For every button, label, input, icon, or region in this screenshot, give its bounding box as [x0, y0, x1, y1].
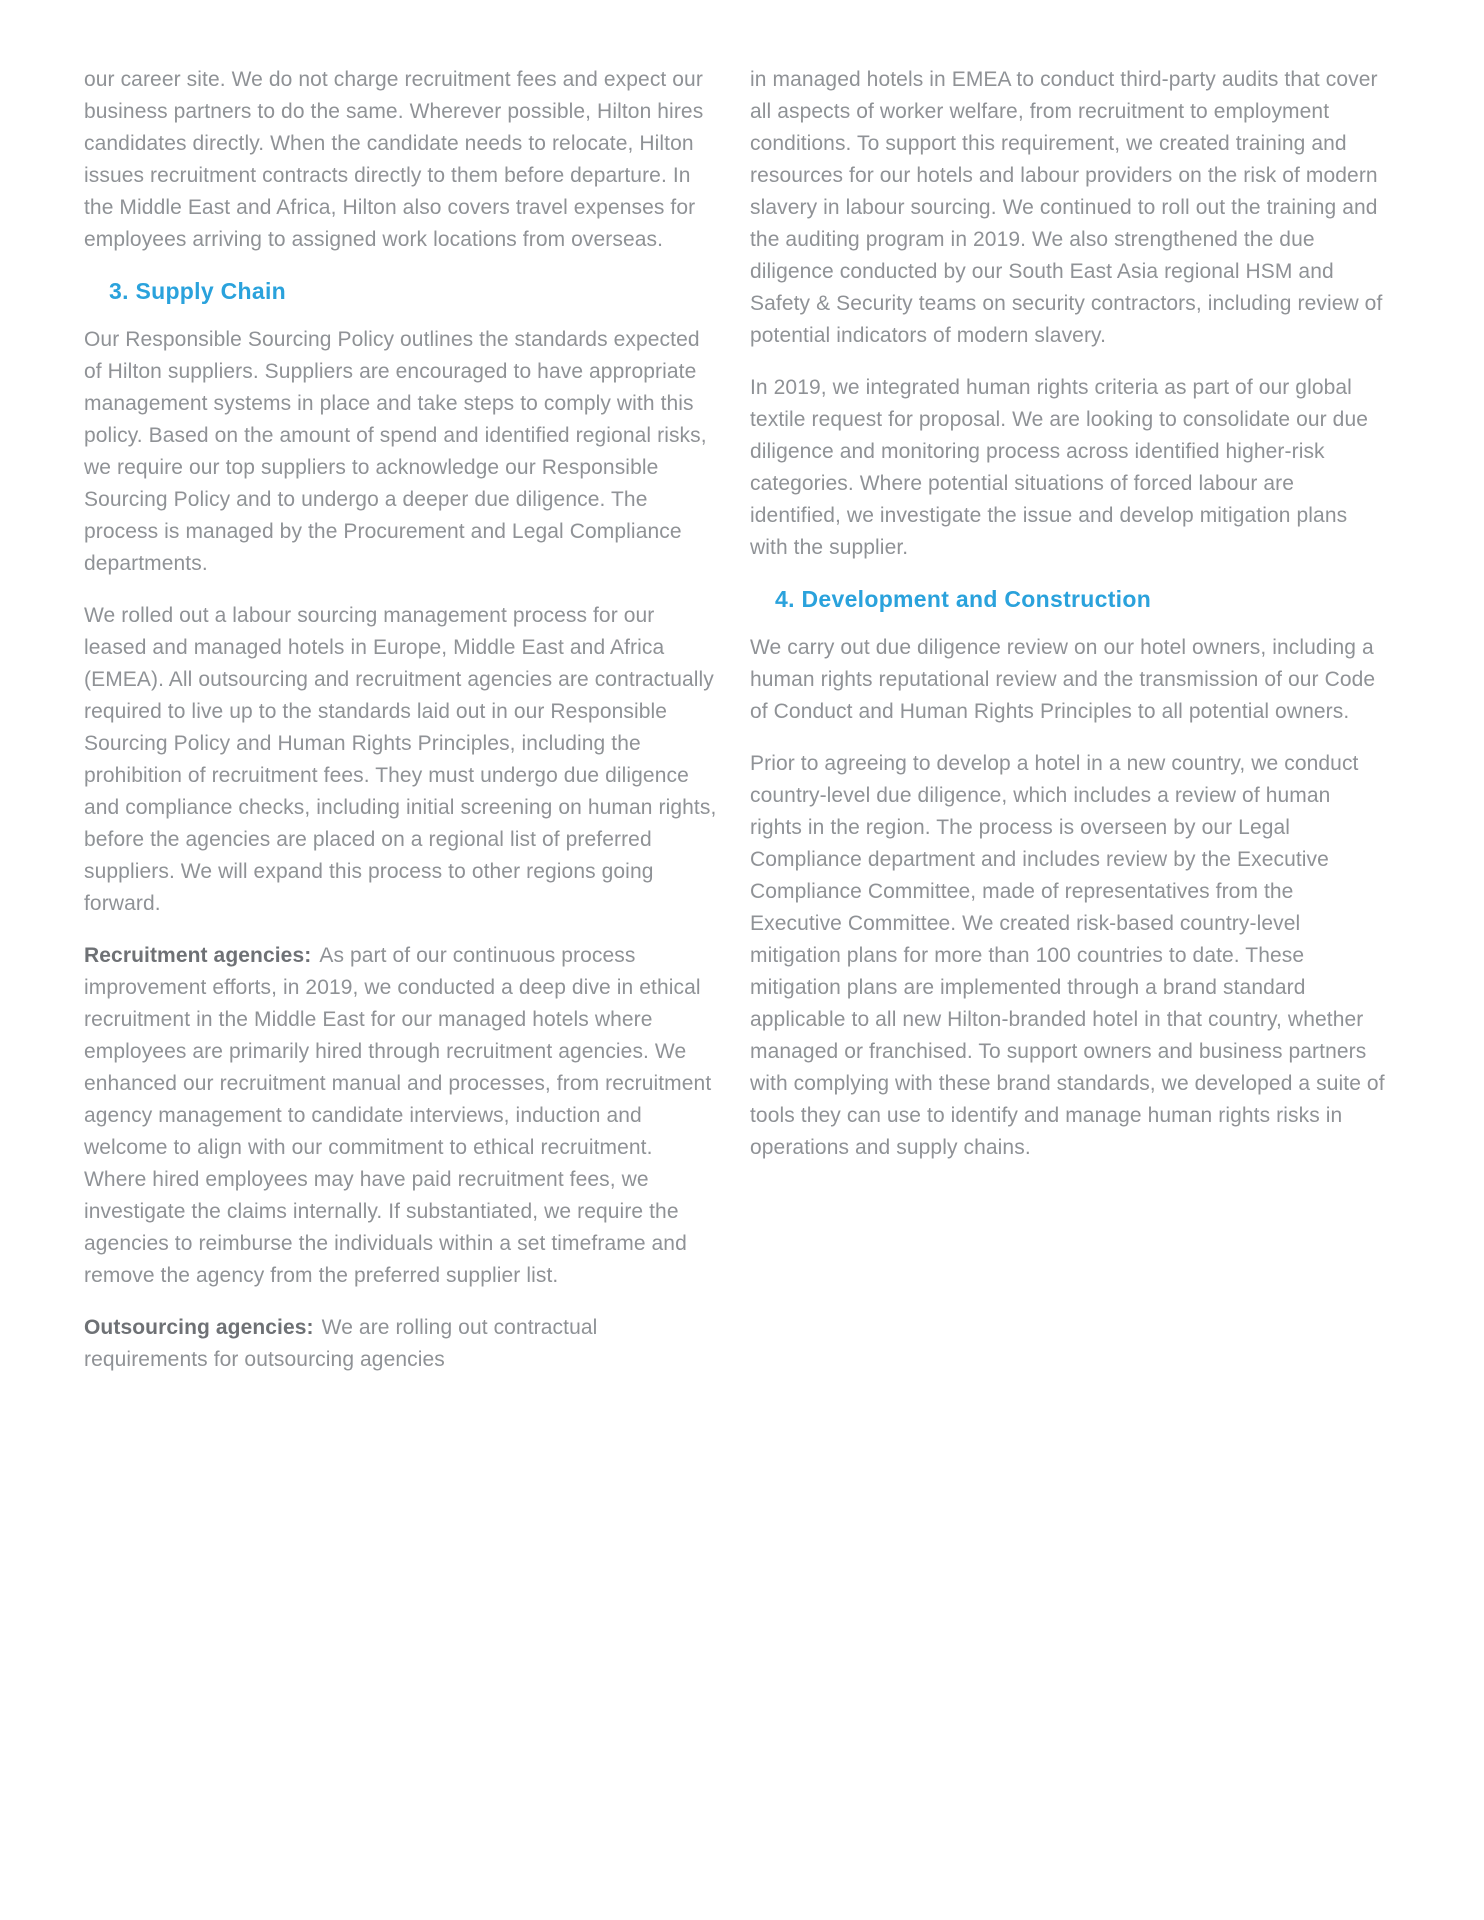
owner-due-diligence-paragraph: We carry out due diligence review on our hotel owners, including a human rights reputational review and the transmission of our Code of Conduct and Human Rights Principles to all potential owners. [750, 636, 1376, 723]
responsible-sourcing-policy-paragraph: Our Responsible Sourcing Policy outlines the standards expected of Hilton suppliers. Suppliers are encouraged to have appropriate management systems in place and take steps to comply with this policy. Based on the amount of spend and identified regional risks, we require our top suppliers to acknowledge our Responsible Sourcing Policy and to undergo a deeper due diligence. The process is managed by the Procurement and Legal Compliance departments. [84, 328, 707, 575]
outsourcing-agencies-paragraph [84, 1312, 720, 1376]
run-in-label: Recruitment agencies: [84, 944, 312, 967]
supply-chain-heading: 3. Supply Chain [109, 278, 287, 304]
recruitment-agencies-paragraph [84, 940, 720, 1292]
textile-rfp-paragraph: In 2019, we integrated human rights criteria as part of our global textile request for proposal. We are looking to consolidate our due diligence and monitoring process across identified higher-risk categories. Where potential situations of forced labour are identified, we investigate the issue and develop mitigation plans with the supplier. [750, 376, 1369, 559]
run-in-label: Outsourcing agencies: [84, 1316, 314, 1339]
third-party-audits-paragraph: in managed hotels in EMEA to conduct third-party audits that cover all aspects of worker welfare, from recruitment to employment conditions. To support this requirement, we created training and resources for our hotels and labour providers on the risk of modern slavery in labour sourcing. We continued to roll out the training and the auditing program in 2019. We also strengthened the due diligence conducted by our South East Asia regional HSM and Safety & Security teams on security contractors, including review of potential indicators of modern slavery. [750, 68, 1383, 347]
left-column [84, 64, 720, 1396]
right-column [750, 64, 1386, 1396]
development-and-construction-heading: 4. Development and Construction [775, 586, 1152, 612]
paragraph-text: We are rolling out contractual requirements for outsourcing agencies [84, 1316, 598, 1371]
country-level-due-diligence-paragraph: Prior to agreeing to develop a hotel in a new country, we conduct country-level due diligence, which includes a review of human rights in the region. The process is overseen by our Legal Compliance department and includes review by the Executive Compliance Committee, made of representatives from the Executive Committee. We created risk-based country-level mitigation plans for more than 100 countries to date. These mitigation plans are implemented through a brand standard applicable to all new Hilton-branded hotel in that country, whether managed or franchised. To support owners and business partners with complying with these brand standards, we developed a suite of tools they can use to identify and manage human rights risks in operations and supply chains. [750, 752, 1385, 1159]
paragraph-text: As part of our continuous process improvement efforts, in 2019, we conducted a deep dive in ethical recruitment in the Middle East for our managed hotels where employees are primarily hired through recruitment agencies. We enhanced our recruitment manual and processes, from recruitment agency management to candidate interviews, induction and welcome to align with our commitment to ethical recruitment. Where hired employees may have paid recruitment fees, we investigate the claims internally. If substantiated, we require the agencies to reimburse the individuals within a set timeframe and remove the agency from the preferred supplier list. [84, 944, 712, 1287]
labour-sourcing-process-paragraph: We rolled out a labour sourcing management process for our leased and managed hotels in Europe, Middle East and Africa (EMEA). All outsourcing and recruitment agencies are contractually required to live up to the standards laid out in our Responsible Sourcing Policy and Human Rights Principles, including the prohibition of recruitment fees. They must undergo due diligence and compliance checks, including initial screening on human rights, before the agencies are placed on a regional list of preferred suppliers. We will expand this process to other regions going forward. [84, 604, 717, 915]
direct-hiring-paragraph: our career site. We do not charge recruitment fees and expect our business partners to do the same. Wherever possible, Hilton hires candidates directly. When the candidate needs to relocate, Hilton issues recruitment contracts directly to them before departure. In the Middle East and Africa, Hilton also covers travel expenses for employees arriving to assigned work locations from overseas. [84, 68, 704, 251]
